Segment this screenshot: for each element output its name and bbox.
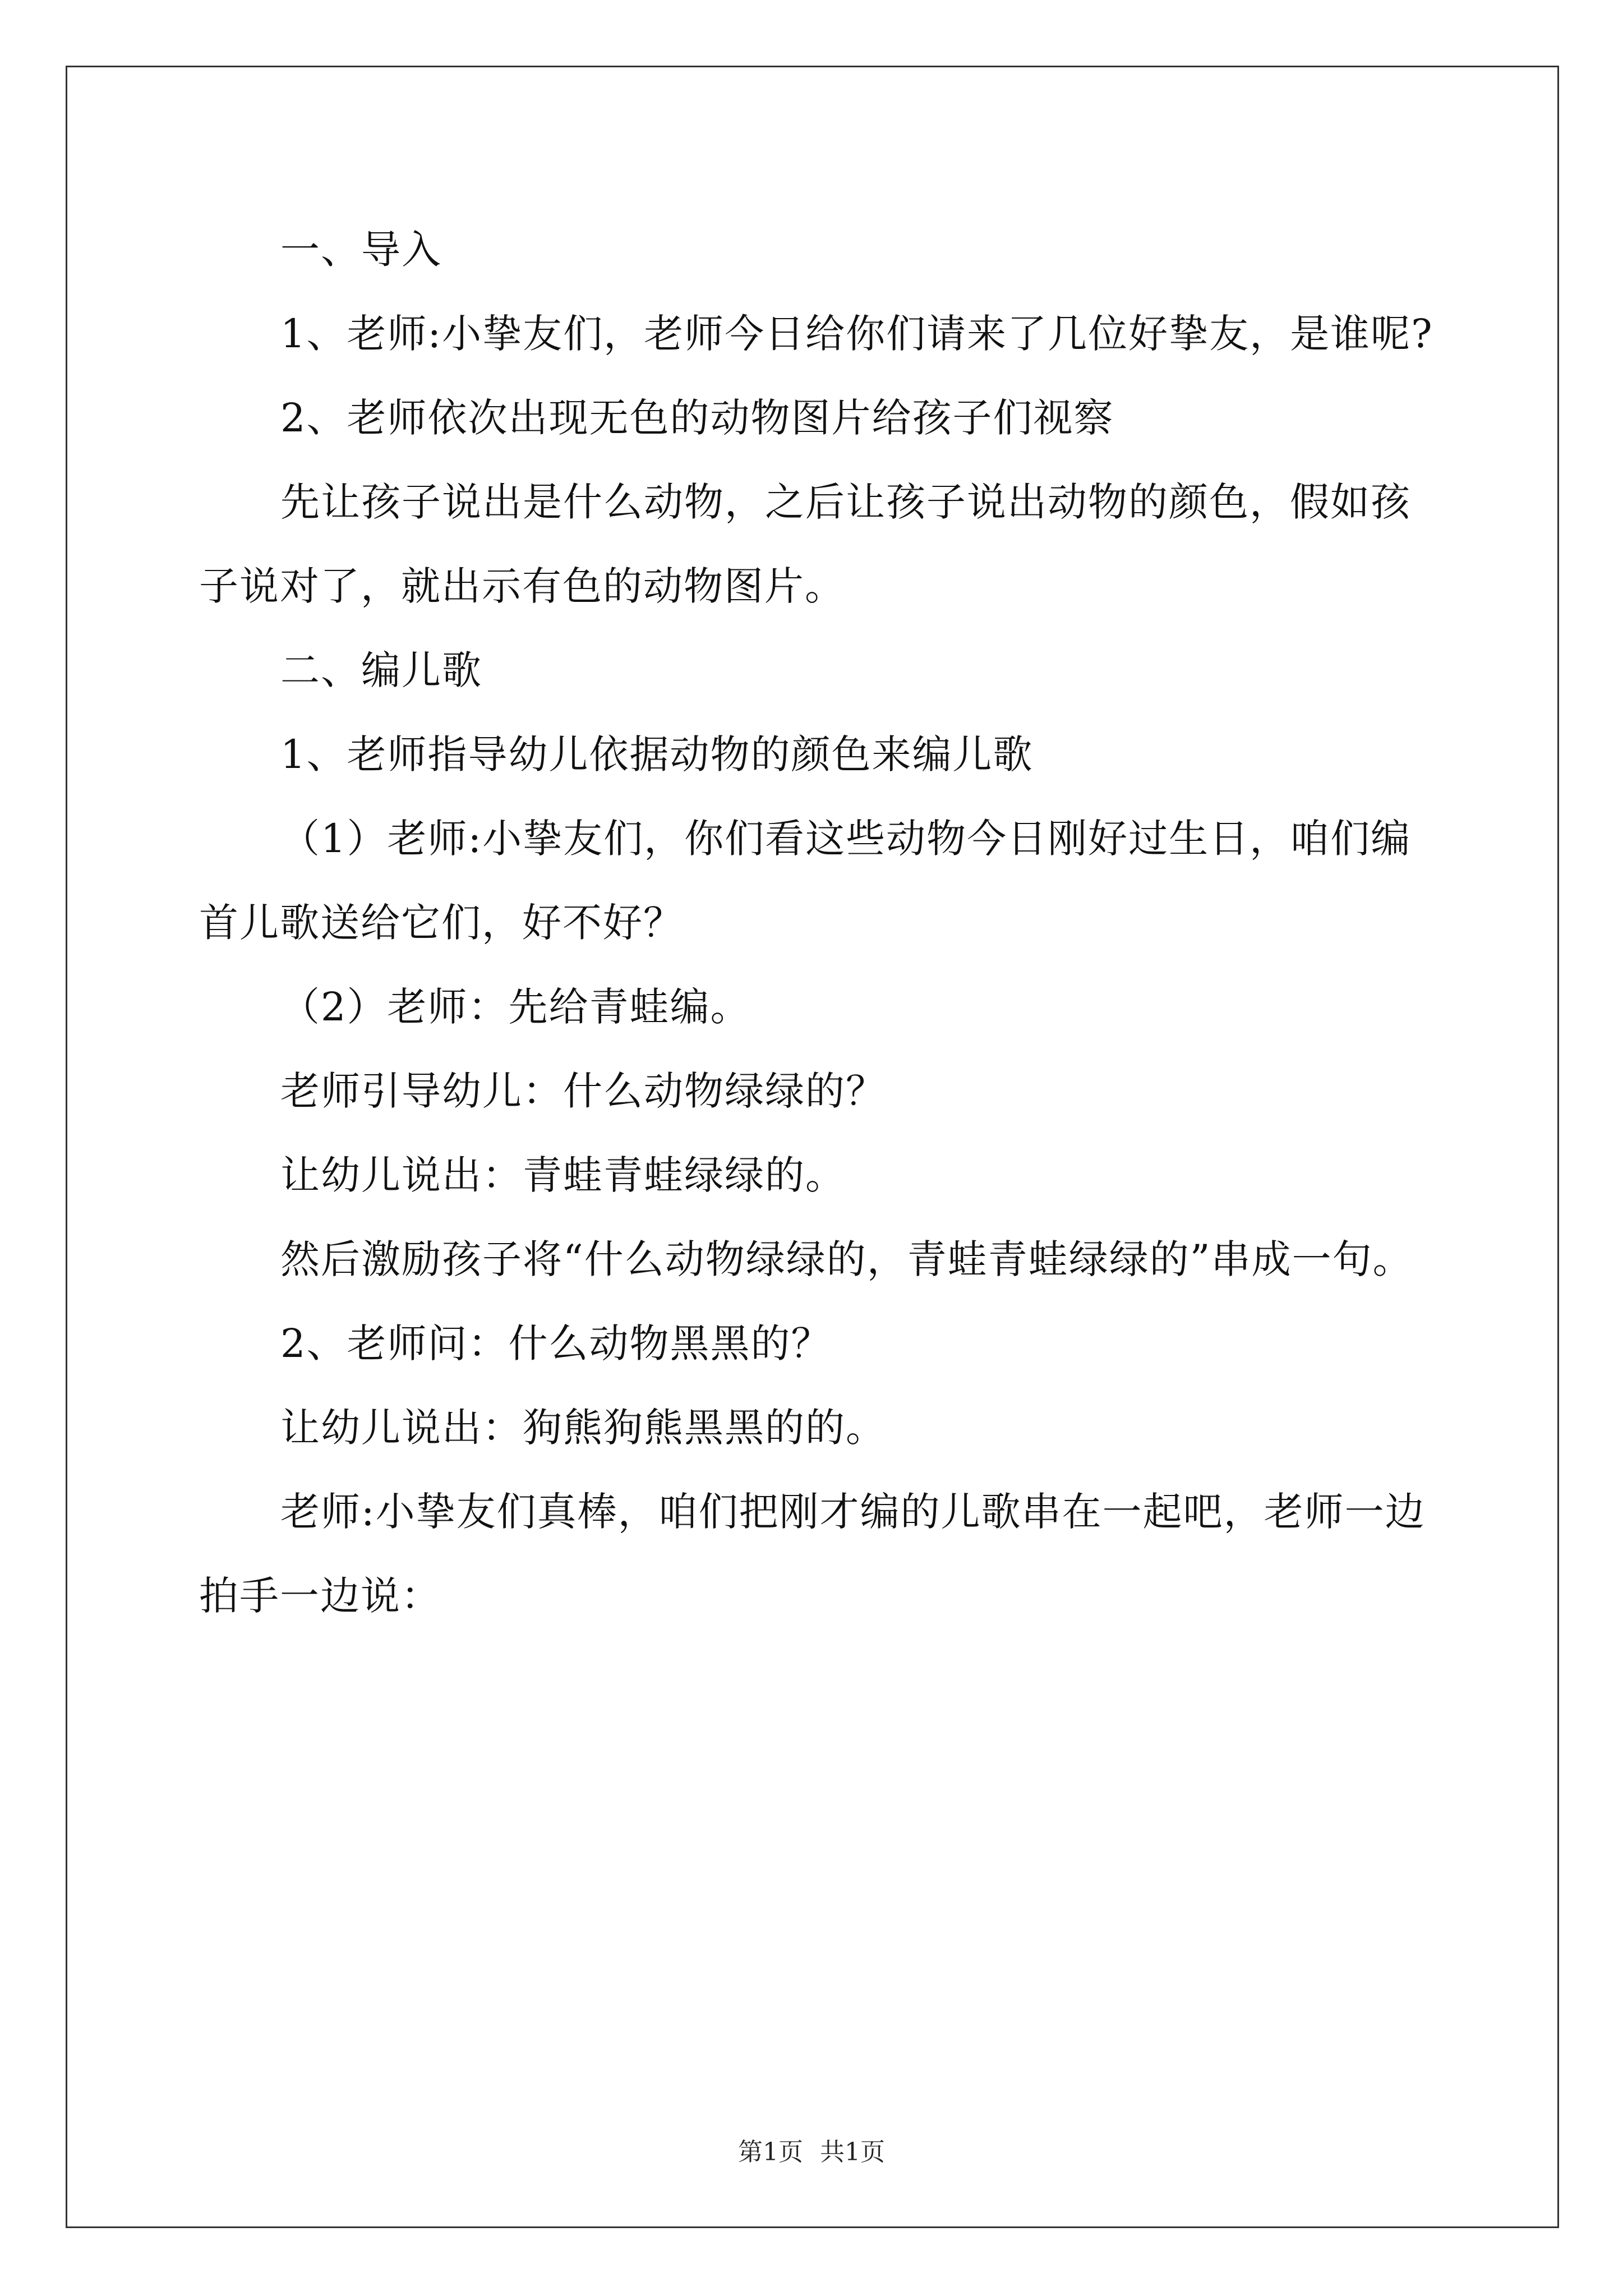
paragraph: 老师引导幼儿：什么动物绿绿的？ <box>280 1068 886 1114</box>
paragraph: 1、老师指导幼儿依据动物的颜色来编儿歌 <box>280 731 1034 777</box>
page-number: 第1页 <box>738 2138 803 2166</box>
document-body <box>199 208 1433 1638</box>
paragraph: （1）老师:小挚友们，你们看这些动物今日刚好过生日，咱们编 <box>280 816 1412 862</box>
heading-intro: 一、导入 <box>280 227 442 273</box>
paragraph: 老师:小挚友们真棒，咱们把刚才编的儿歌串在一起吧，老师一边 <box>280 1489 1426 1535</box>
page-footer <box>0 2132 1623 2168</box>
heading-song: 二、编儿歌 <box>280 647 482 693</box>
paragraph: 先让孩子说出是什么动物，之后让孩子说出动物的颜色，假如孩 <box>280 479 1411 525</box>
page-total: 共1页 <box>820 2138 885 2166</box>
paragraph: 让幼儿说出：青蛙青蛙绿绿的。 <box>280 1152 846 1198</box>
paragraph: 1、老师:小挚友们，老师今日给你们请来了几位好挚友，是谁呢? <box>280 311 1433 357</box>
paragraph-continuation: 子说对了，就出示有色的动物图片。 <box>199 563 845 609</box>
paragraph-continuation: 拍手一边说： <box>199 1573 441 1619</box>
paragraph: 2、老师问：什么动物黑黑的？ <box>280 1320 832 1366</box>
paragraph: 然后激励孩子将“什么动物绿绿的，青蛙青蛙绿绿的”串成一句。 <box>280 1236 1413 1282</box>
paragraph: 2、老师依次出现无色的动物图片给孩子们视察 <box>280 395 1114 441</box>
paragraph: 让幼儿说出：狗熊狗熊黑黑的的。 <box>280 1405 886 1451</box>
paragraph-continuation: 首儿歌送给它们，好不好？ <box>199 900 684 946</box>
paragraph: （2）老师：先给青蛙编。 <box>280 984 751 1030</box>
